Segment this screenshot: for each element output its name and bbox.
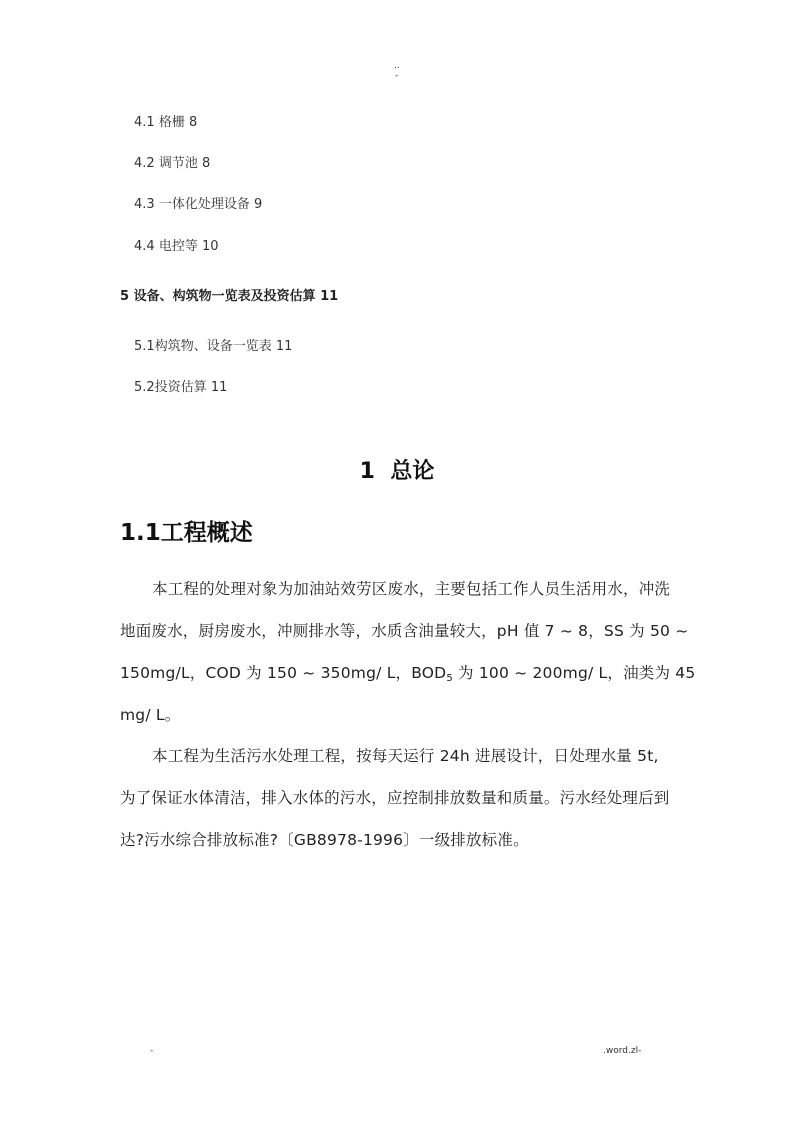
toc-page: 10: [201, 239, 219, 254]
toc-title: 设备、构筑物一览表及投资估算: [133, 289, 316, 304]
toc-item-4-2[interactable]: [134, 152, 210, 171]
toc-page: 11: [320, 289, 339, 304]
footer-left-mark: -: [150, 1046, 154, 1056]
toc-title: 投资估算: [154, 380, 207, 395]
toc-page: 11: [275, 339, 293, 354]
toc-title: 电控等: [158, 239, 198, 254]
toc-title: 构筑物、设备一览表: [154, 339, 272, 354]
header-mark-top: ..: [394, 61, 400, 71]
toc-title: 调节池: [158, 156, 198, 171]
paragraph-1-line-1: 本工程的处理对象为加油站效劳区废水，主要包括工作人员生活用水，冲洗: [152, 580, 671, 598]
toc-item-5-1[interactable]: [134, 335, 292, 354]
toc-item-4-1[interactable]: [134, 111, 197, 130]
toc-number: 5.1: [134, 339, 155, 354]
toc-chapter-5[interactable]: [120, 285, 338, 304]
paragraph-1-line-2: 地面废水，厨房废水，冲厕排水等，水质含油量较大，pH 值 7 ~ 8，SS 为 50 ~: [120, 622, 689, 640]
paragraph-2-line-1: 本工程为生活污水处理工程，按每天运行 24h 进展设计，日处理水量 5t,: [152, 747, 659, 765]
header-mark-bottom: -: [395, 71, 399, 81]
footer-right-mark: .word.zl-: [603, 1046, 642, 1056]
paragraph-1-line-4: mg/ L。: [120, 706, 181, 724]
toc-item-4-3[interactable]: [134, 193, 262, 212]
chapter-title: [0, 454, 794, 485]
toc-number: 4.2: [134, 156, 155, 171]
chapter-heading: 总论: [390, 459, 435, 484]
subscript: 5: [446, 673, 453, 684]
toc-number: 4.1: [134, 115, 155, 130]
toc-item-5-2[interactable]: [134, 376, 227, 395]
toc-number: 4.4: [134, 239, 155, 254]
paragraph-2-line-3: 达?污水综合排放标准?〔GB8978-1996〕一级排放标准。: [120, 831, 529, 849]
text-segment: 150mg/L，COD 为 150 ~ 350mg/ L，BOD: [120, 664, 447, 682]
toc-page: 11: [210, 380, 228, 395]
chapter-number: 1: [359, 459, 375, 484]
toc-number: 4.3: [134, 197, 155, 212]
section-heading: 工程概述: [160, 520, 253, 546]
paragraph-2-line-2: 为了保证水体清洁，排入水体的污水，应控制排放数量和质量。污水经处理后到: [120, 789, 670, 807]
toc-page: 9: [253, 197, 263, 212]
toc-title: 一体化处理设备: [158, 197, 250, 212]
toc-number: 5: [120, 289, 130, 304]
toc-page: 8: [188, 115, 198, 130]
toc-page: 8: [201, 156, 211, 171]
toc-title: 格栅: [158, 115, 185, 130]
section-title: [120, 514, 253, 547]
toc-number: 5.2: [134, 380, 155, 395]
text-segment: 为 100 ~ 200mg/ L，油类为 45: [452, 664, 696, 682]
toc-item-4-4[interactable]: [134, 235, 219, 254]
section-number: 1.1: [120, 520, 161, 546]
paragraph-1-line-3: [120, 661, 696, 684]
